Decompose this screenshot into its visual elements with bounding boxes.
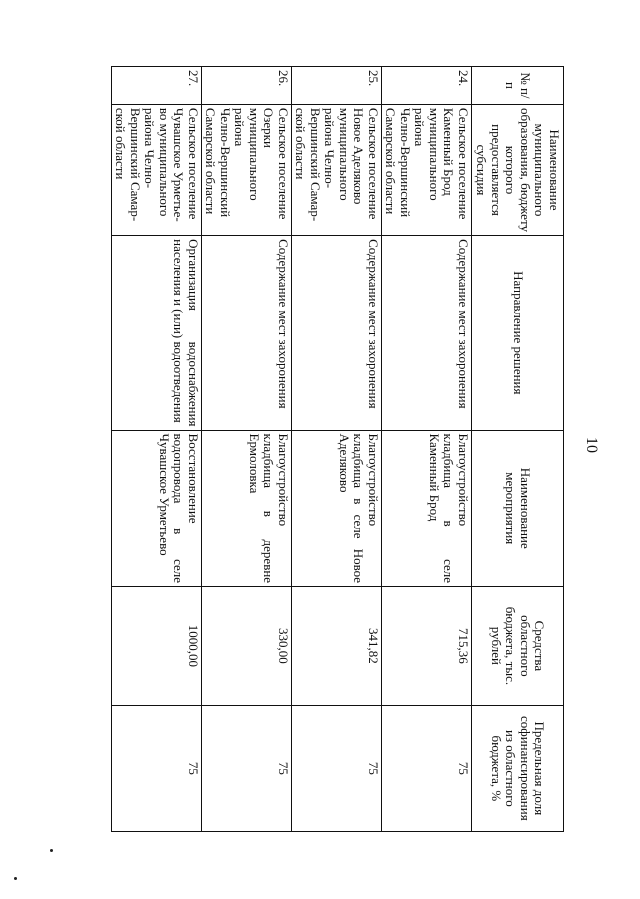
municipality-line: Сельское поселение [276, 107, 291, 220]
subsidy-table [111, 66, 564, 832]
municipality-line: Озерки [261, 107, 277, 148]
municipality-line: Челно-Вершинский [218, 107, 233, 218]
activity-cell: Благоустройство кладбища в селе Каменный Брод [382, 430, 472, 587]
municipality-line: муниципального [247, 107, 262, 201]
header-share: Предельная доля софинансирования из областного бюджета, % [472, 705, 564, 831]
direction-cell: Содержание мест захоронения [202, 236, 292, 430]
funds-cell: 715,36 [382, 587, 472, 706]
rotated-table-wrapper [72, 66, 564, 832]
municipality-line: Каменный Брод [441, 107, 457, 196]
table-row [202, 67, 292, 832]
scan-speck [50, 849, 53, 852]
funds-cell: 1000,00 [112, 587, 202, 706]
row-number: 24. [382, 67, 472, 105]
municipality-line: во муниципального [157, 107, 172, 217]
municipality-line: муниципального [427, 107, 442, 201]
municipality-line: ской области [293, 107, 309, 180]
municipality-line: Сельское поселение [456, 107, 471, 220]
header-municipality: Наименование муниципального образования, бюджету которого предоставляется субсидия [472, 104, 564, 235]
municipality-line: Самарской области [383, 107, 399, 215]
share-cell: 75 [112, 705, 202, 831]
header-activity: Наименование мероприятия [472, 430, 564, 587]
header-direction: Направление решения [472, 236, 564, 430]
activity-cell: Благоустройство кладбища в деревне Ермоловка [202, 430, 292, 587]
header-funds: Средства областного бюджета, тыс. рублей [472, 587, 564, 706]
row-number: 26. [202, 67, 292, 105]
municipality-cell [382, 104, 472, 235]
table-row [382, 67, 472, 832]
page-number: 10 [583, 437, 600, 453]
funds-cell: 330,00 [202, 587, 292, 706]
municipality-line: района [232, 107, 248, 147]
activity-cell: Восстановление водопровода в селе Чувашское Урметьево [112, 430, 202, 587]
municipality-line: Челно-Вершинский [398, 107, 413, 218]
direction-cell: Содержание мест захоронения [382, 236, 472, 430]
direction-cell: Содержание мест захоронения [292, 236, 382, 430]
share-cell: 75 [202, 705, 292, 831]
municipality-line: района [412, 107, 428, 147]
municipality-cell [292, 104, 382, 235]
share-cell: 75 [292, 705, 382, 831]
direction-cell: Организация водоснабжения населения и (или) водоотведения [112, 236, 202, 430]
municipality-line: Вершинский Самар- [308, 107, 323, 222]
municipality-line: муниципального [337, 107, 352, 201]
share-cell: 75 [382, 705, 472, 831]
municipality-line: Сельское поселение [186, 107, 201, 220]
table-row [112, 67, 202, 832]
municipality-cell [112, 104, 202, 235]
table-header-row [472, 67, 564, 832]
municipality-line: Сельское поселение [366, 107, 381, 220]
municipality-line: района Челно- [322, 107, 338, 189]
municipality-line: ской области [113, 107, 129, 180]
row-number: 27. [112, 67, 202, 105]
municipality-line: Вершинский Самар- [128, 107, 143, 222]
row-number: 25. [292, 67, 382, 105]
municipality-line: Самарской области [203, 107, 219, 215]
table-row [292, 67, 382, 832]
municipality-cell [202, 104, 292, 235]
municipality-line: Чувашское Урметье- [171, 107, 187, 222]
header-num: № п/п [472, 67, 564, 105]
municipality-line: Новое Аделяково [351, 107, 367, 205]
funds-cell: 341,82 [292, 587, 382, 706]
activity-cell: Благоустройство кладбища в селе Новое Аделяково [292, 430, 382, 587]
municipality-line: района Челно- [142, 107, 158, 189]
scan-speck [14, 877, 17, 880]
